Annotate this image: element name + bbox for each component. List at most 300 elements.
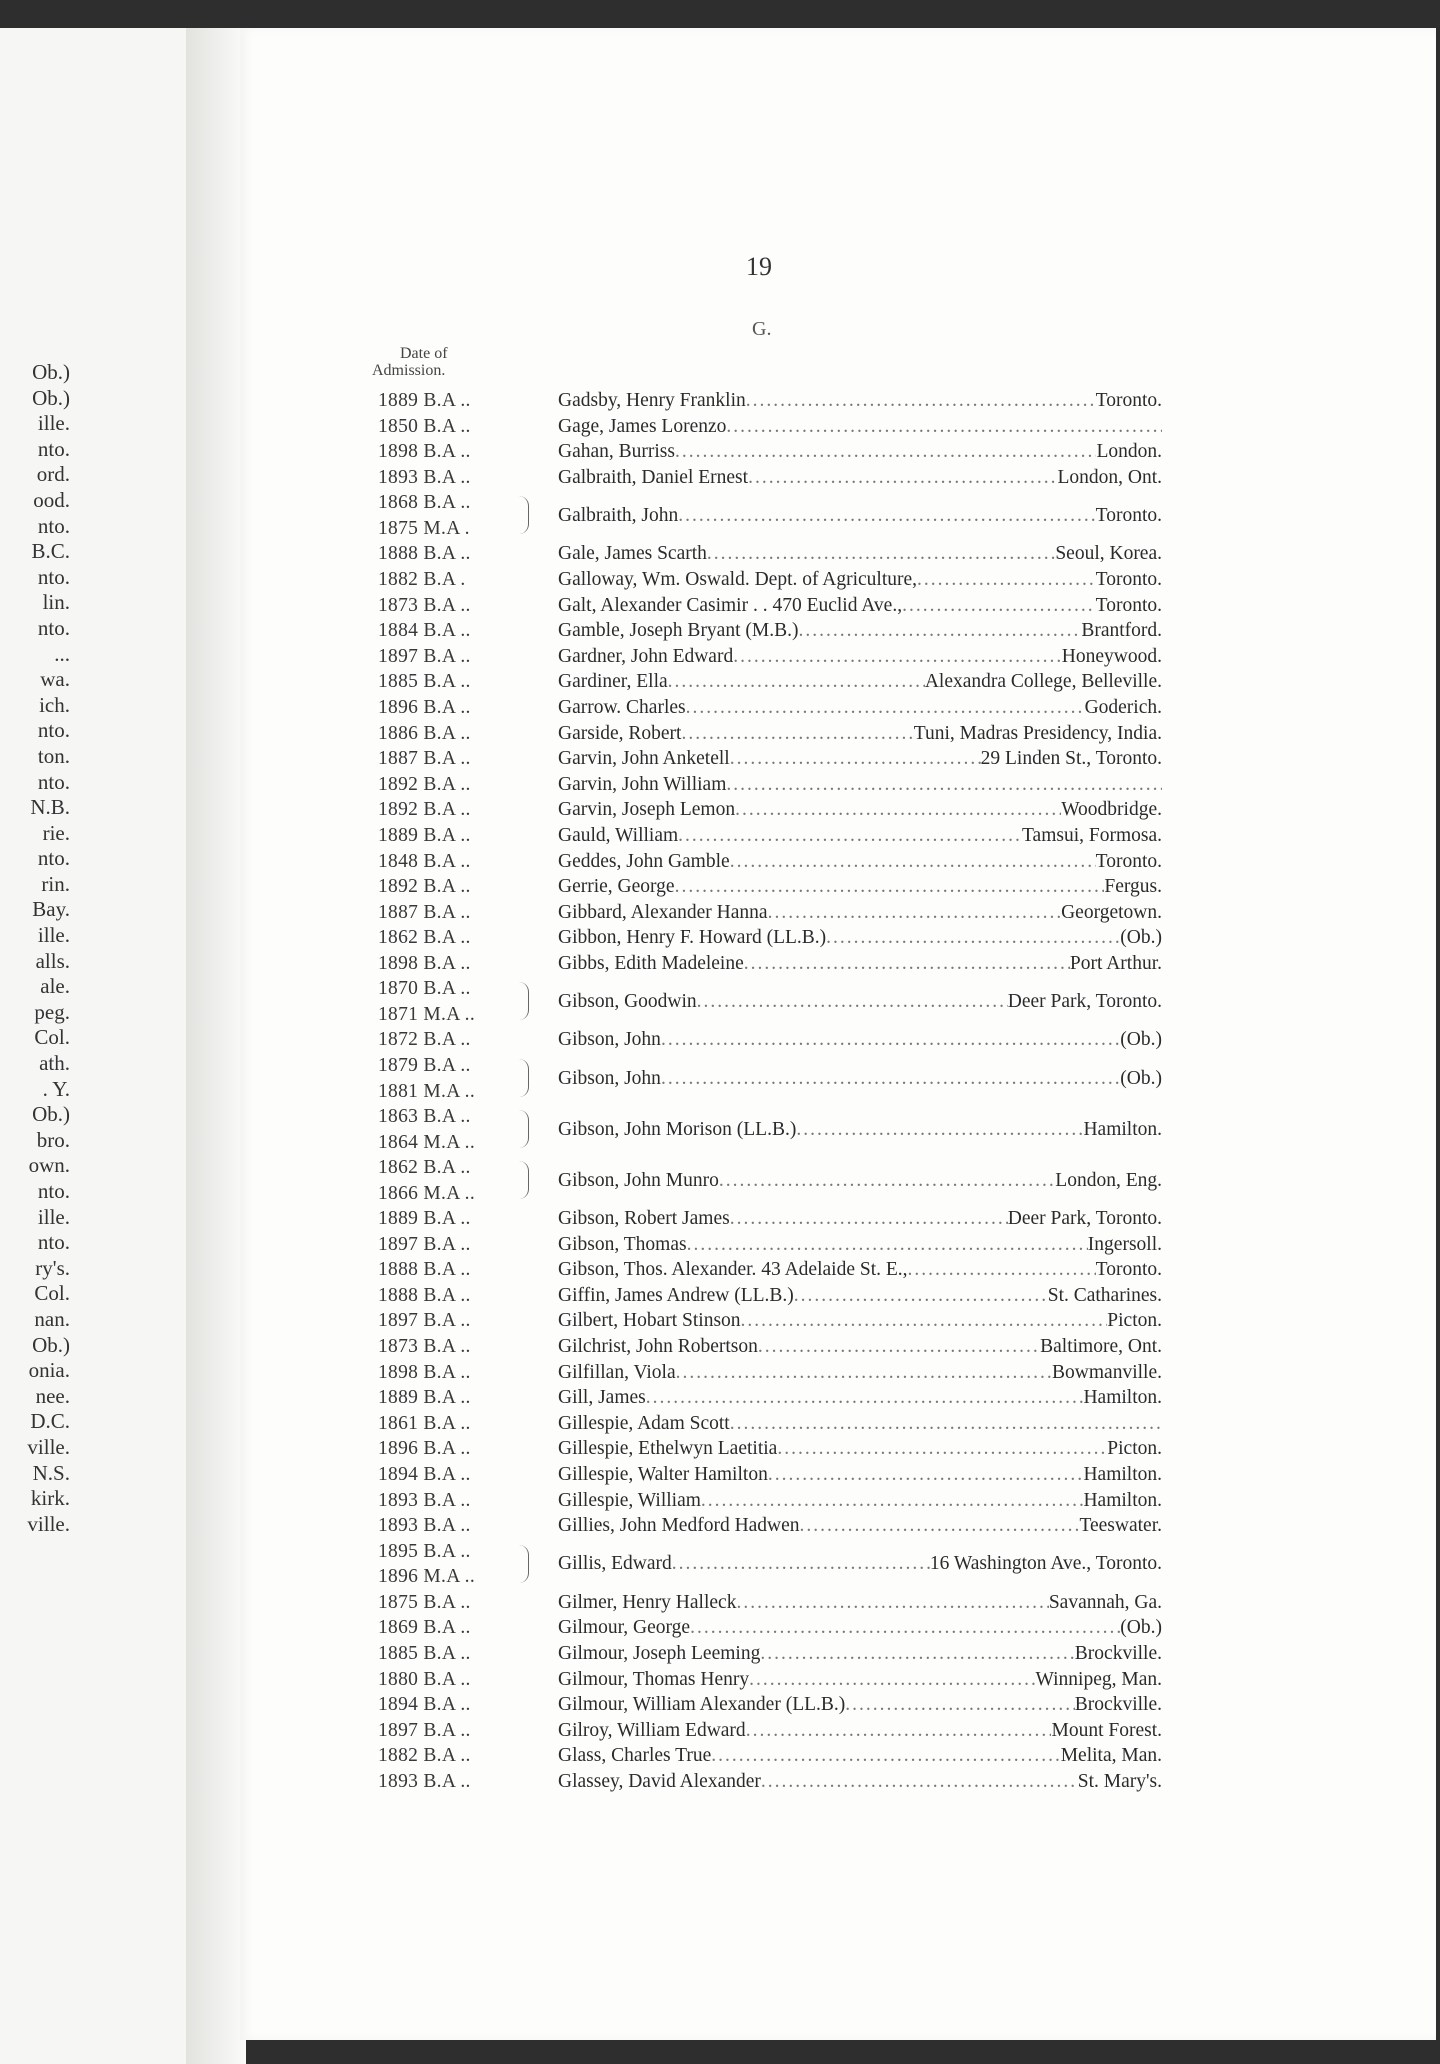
entry-text	[558, 618, 1162, 644]
entry-text	[558, 1590, 1162, 1616]
entry-text	[558, 900, 1162, 926]
left-page-fragment: Ob.)	[32, 385, 70, 410]
admission-date: 1875 M.A .	[378, 517, 470, 539]
leader-dots	[735, 797, 1061, 823]
list-item	[378, 1232, 1162, 1258]
person-name: Giffin, James Andrew (LL.B.)	[558, 1284, 794, 1306]
entry-text	[558, 503, 1162, 529]
left-page-fragment: N.B.	[30, 795, 70, 820]
residence: Hamilton.	[1083, 1118, 1162, 1140]
person-name: Gerrie, George	[558, 876, 675, 898]
admission-date: 1892 B.A ..	[378, 876, 471, 898]
person-name: Galbraith, Daniel Ernest	[558, 466, 749, 488]
left-page-fragment: onia.	[28, 1358, 70, 1383]
residence: Brockville.	[1074, 1694, 1162, 1716]
list-item	[378, 1436, 1162, 1462]
person-name: Gahan, Burriss	[558, 441, 675, 463]
admission-date: 1872 B.A ..	[378, 1029, 471, 1051]
residence: Honeywood.	[1061, 645, 1162, 667]
admission-date: 1897 B.A ..	[378, 1233, 471, 1255]
list-item	[378, 1257, 1162, 1283]
entry-text	[558, 593, 1162, 619]
left-page-fragment: nto.	[37, 1179, 70, 1203]
residence: Toronto.	[1095, 390, 1162, 411]
admission-date: 1898 B.A ..	[378, 441, 471, 463]
admission-dates	[378, 797, 538, 823]
person-name: Gardner, John Edward	[558, 645, 734, 667]
list-item	[378, 797, 1162, 823]
entry-text	[558, 746, 1162, 772]
entry-text	[558, 465, 1162, 491]
entry-text	[558, 1769, 1162, 1795]
list-item	[378, 490, 1162, 541]
admission-dates	[378, 1334, 538, 1360]
list-item	[378, 618, 1162, 644]
left-page-fragment: N.S.	[32, 1460, 70, 1485]
left-page-text-fragments	[0, 360, 70, 1537]
admission-dates	[378, 1206, 538, 1232]
admission-date: 1894 B.A ..	[378, 1694, 471, 1716]
residence: Picton.	[1107, 1438, 1162, 1460]
admission-dates	[378, 1385, 538, 1411]
left-page-fragment: own.	[28, 1153, 70, 1178]
admission-date: 1896 M.A ..	[378, 1566, 476, 1588]
brace	[518, 1059, 529, 1097]
leader-dots	[800, 1513, 1080, 1539]
admission-dates	[378, 925, 538, 951]
person-name: Gibson, Thomas	[558, 1233, 687, 1255]
person-name: Gibbs, Edith Madeleine	[558, 952, 744, 974]
leader-dots	[681, 721, 913, 747]
entry-text	[558, 644, 1162, 670]
admission-dates	[378, 1360, 538, 1386]
list-item	[378, 1360, 1162, 1386]
admission-date: 1870 B.A ..	[378, 978, 471, 1000]
leader-dots	[917, 567, 1096, 593]
person-name: Galloway, Wm. Oswald. Dept. of Agriculture,	[558, 568, 918, 590]
admission-date: 1898 B.A ..	[378, 952, 471, 974]
alumni-list	[378, 388, 1162, 1795]
admission-date: 1885 B.A ..	[378, 671, 471, 693]
left-page-fragment: B.C.	[31, 539, 70, 564]
residence: Bowmanville.	[1052, 1361, 1162, 1383]
leader-dots	[758, 1334, 1040, 1360]
admission-date: 1862 B.A ..	[378, 927, 471, 949]
list-item	[378, 695, 1162, 721]
list-item	[378, 900, 1162, 926]
leader-dots	[686, 695, 1085, 721]
list-item	[378, 1283, 1162, 1309]
person-name: Gadsby, Henry Franklin	[558, 390, 746, 411]
admission-dates	[378, 1257, 538, 1283]
leader-dots	[746, 1718, 1052, 1744]
column-header-line-2: Admission.	[372, 362, 446, 379]
leader-dots	[687, 1232, 1088, 1258]
admission-date: 1886 B.A ..	[378, 722, 471, 744]
person-name: Gillespie, Adam Scott	[558, 1412, 730, 1434]
left-page-fragment: ath.	[39, 1051, 70, 1076]
admission-date: 1896 B.A ..	[378, 1438, 471, 1460]
leader-dots	[676, 1360, 1052, 1386]
admission-dates	[378, 669, 538, 695]
admission-date: 1887 B.A ..	[378, 901, 471, 923]
admission-date: 1848 B.A ..	[378, 850, 471, 872]
entry-text	[558, 695, 1162, 721]
admission-dates	[378, 823, 538, 849]
admission-date: 1892 B.A ..	[378, 773, 471, 795]
residence: Mount Forest.	[1051, 1719, 1162, 1741]
entry-text	[558, 1232, 1162, 1258]
admission-dates	[378, 1488, 538, 1514]
left-page-fragment: nto.	[37, 769, 70, 794]
person-name: Geddes, John Gamble	[558, 850, 730, 872]
list-item	[378, 1769, 1162, 1795]
admission-date: 1882 B.A .	[378, 568, 466, 590]
leader-dots	[678, 503, 1095, 529]
entry-text	[558, 1168, 1162, 1194]
person-name: Gauld, William	[558, 824, 679, 846]
entry-text	[558, 414, 1162, 440]
list-item	[378, 1104, 1162, 1155]
leader-dots	[794, 1283, 1048, 1309]
left-page-fragment: Bay.	[32, 897, 70, 922]
entry-text	[558, 1385, 1162, 1411]
leader-dots	[726, 772, 1162, 798]
entry-text	[558, 1334, 1162, 1360]
left-page-fragment: ood.	[33, 487, 70, 512]
list-item	[378, 1513, 1162, 1539]
person-name: Gilmour, Joseph Leeming	[558, 1642, 761, 1664]
entry-text	[558, 1206, 1162, 1232]
person-name: Gillies, John Medford Hadwen	[558, 1515, 800, 1537]
brace	[518, 496, 529, 534]
brace	[518, 982, 529, 1020]
list-item	[378, 1743, 1162, 1769]
residence: Georgetown.	[1061, 901, 1162, 923]
left-page-fragment: ille.	[37, 923, 70, 948]
left-page-fragment: nto.	[37, 436, 70, 461]
left-page-fragment: ton.	[37, 743, 70, 768]
leader-dots	[730, 849, 1096, 875]
admission-date: 1889 B.A ..	[378, 1208, 471, 1230]
entry-text	[558, 772, 1162, 798]
left-page-fragment: D.C.	[30, 1409, 70, 1434]
admission-dates	[378, 567, 538, 593]
person-name: Gilroy, William Edward	[558, 1719, 746, 1741]
residence: Port Arthur.	[1069, 952, 1162, 974]
admission-date: 1897 B.A ..	[378, 645, 471, 667]
left-page-fragment: kirk.	[30, 1486, 70, 1511]
leader-dots	[711, 1743, 1060, 1769]
admission-dates	[378, 1692, 538, 1718]
left-page-fragment: ich.	[39, 692, 70, 717]
person-name: Gilmer, Henry Halleck	[558, 1591, 737, 1613]
residence: Toronto.	[1095, 1259, 1162, 1281]
entry-text	[558, 1462, 1162, 1488]
left-page-fragment: nto.	[37, 718, 70, 743]
entry-text	[558, 669, 1162, 695]
list-item	[378, 1615, 1162, 1641]
entry-text	[558, 1283, 1162, 1309]
admission-date: 1888 B.A ..	[378, 1284, 471, 1306]
brace	[518, 1110, 529, 1148]
leader-dots	[761, 1769, 1078, 1795]
admission-date: 1893 B.A ..	[378, 1770, 471, 1792]
residence: Teeswater.	[1079, 1515, 1162, 1537]
residence: (Ob.)	[1120, 1029, 1162, 1051]
list-item	[378, 1385, 1162, 1411]
list-item	[378, 1539, 1162, 1590]
list-item	[378, 976, 1162, 1027]
residence: Alexandra College, Belleville.	[924, 671, 1162, 693]
admission-date: 1897 B.A ..	[378, 1719, 471, 1741]
entry-text	[558, 388, 1162, 414]
admission-date: 1875 B.A ..	[378, 1591, 471, 1613]
person-name: Gibson, Robert James	[558, 1208, 730, 1230]
leader-dots	[697, 989, 1008, 1015]
column-header-line-1: Date of	[400, 345, 448, 362]
list-item	[378, 1027, 1162, 1053]
person-name: Gilmour, George	[558, 1617, 691, 1639]
admission-dates	[378, 388, 538, 414]
person-name: Gibson, Thos. Alexander. 43 Adelaide St. E.,	[558, 1259, 908, 1281]
admission-date: 1897 B.A ..	[378, 1310, 471, 1332]
left-page-fragment: rin.	[41, 871, 70, 896]
residence: Hamilton.	[1083, 1387, 1162, 1409]
residence: Fergus.	[1104, 876, 1162, 898]
person-name: Gilfillan, Viola	[558, 1361, 676, 1383]
leader-dots	[741, 1308, 1108, 1334]
residence: Woodbridge.	[1061, 799, 1162, 821]
admission-dates	[378, 465, 538, 491]
admission-date: 1893 B.A ..	[378, 1489, 471, 1511]
entry-text	[558, 951, 1162, 977]
brace	[518, 1161, 529, 1199]
leader-dots	[798, 618, 1081, 644]
list-item	[378, 1590, 1162, 1616]
list-item	[378, 1692, 1162, 1718]
admission-date: 1893 B.A ..	[378, 466, 471, 488]
left-page-fragment: nto.	[37, 564, 70, 589]
residence: (Ob.)	[1120, 1067, 1162, 1089]
person-name: Gillespie, Ethelwyn Laetitia	[558, 1438, 778, 1460]
leader-dots	[730, 746, 981, 772]
person-name: Gilchrist, John Robertson	[558, 1336, 758, 1358]
admission-date: 1861 B.A ..	[378, 1412, 471, 1434]
residence: Toronto.	[1095, 505, 1162, 527]
person-name: Gage, James Lorenzo	[558, 415, 727, 437]
left-page-fragment: ille.	[37, 1204, 70, 1229]
residence: (Ob.)	[1120, 927, 1162, 949]
residence: Baltimore, Ont.	[1040, 1336, 1162, 1358]
leader-dots	[908, 1257, 1096, 1283]
entry-text	[558, 1743, 1162, 1769]
residence: (Ob.)	[1120, 1617, 1162, 1639]
admission-dates	[378, 1411, 538, 1437]
admission-dates	[378, 439, 538, 465]
leader-dots	[777, 1436, 1107, 1462]
entry-text	[558, 1641, 1162, 1667]
leader-dots	[845, 1692, 1075, 1718]
list-item	[378, 1155, 1162, 1206]
admission-dates	[378, 1590, 538, 1616]
left-page-fragment: Ob.)	[32, 360, 70, 384]
left-page-fragment: Ob.)	[32, 1102, 70, 1127]
left-page-fragment: Col.	[34, 1281, 70, 1306]
entry-text	[558, 925, 1162, 951]
entry-text	[558, 567, 1162, 593]
leader-dots	[736, 1590, 1048, 1616]
admission-date: 1881 M.A ..	[378, 1080, 476, 1102]
entry-text	[558, 1615, 1162, 1641]
admission-dates	[378, 849, 538, 875]
admission-dates	[378, 1232, 538, 1258]
leader-dots	[646, 1385, 1084, 1411]
list-item	[378, 1308, 1162, 1334]
list-item	[378, 1206, 1162, 1232]
list-item	[378, 593, 1162, 619]
person-name: Garvin, Joseph Lemon	[558, 799, 736, 821]
leader-dots	[730, 1411, 1162, 1437]
residence: London, Eng.	[1055, 1169, 1162, 1191]
leader-dots	[730, 1206, 1008, 1232]
left-page-fragment: nto.	[37, 1230, 70, 1255]
person-name: Gillis, Edward	[558, 1553, 672, 1575]
leader-dots	[746, 388, 1096, 414]
left-page-fragment: ville.	[27, 1434, 70, 1459]
admission-date: 1893 B.A ..	[378, 1515, 471, 1537]
list-item	[378, 439, 1162, 465]
list-item	[378, 772, 1162, 798]
leader-dots	[661, 1066, 1120, 1092]
admission-dates	[378, 900, 538, 926]
admission-date: 1873 B.A ..	[378, 1336, 471, 1358]
list-item	[378, 721, 1162, 747]
entry-text	[558, 1513, 1162, 1539]
entry-text	[558, 1692, 1162, 1718]
admission-dates	[378, 1462, 538, 1488]
admission-date: 1895 B.A ..	[378, 1540, 471, 1562]
entry-text	[558, 1117, 1162, 1143]
left-page-fragment: peg.	[34, 999, 70, 1024]
admission-date: 1863 B.A ..	[378, 1106, 471, 1128]
person-name: Glass, Charles True	[558, 1745, 712, 1767]
person-name: Garrow. Charles	[558, 696, 686, 718]
entry-text	[558, 823, 1162, 849]
leader-dots	[744, 951, 1070, 977]
residence: Deer Park, Toronto.	[1007, 991, 1162, 1013]
list-item	[378, 1411, 1162, 1437]
list-item	[378, 388, 1162, 414]
admission-dates	[378, 721, 538, 747]
admission-date: 1882 B.A ..	[378, 1745, 471, 1767]
list-item	[378, 1718, 1162, 1744]
admission-date: 1873 B.A ..	[378, 594, 471, 616]
person-name: Garvin, John William	[558, 773, 727, 795]
list-item	[378, 849, 1162, 875]
admission-date: 1869 B.A ..	[378, 1617, 471, 1639]
person-name: Gibbon, Henry F. Howard (LL.B.)	[558, 927, 827, 949]
leader-dots	[733, 644, 1062, 670]
section-letter: G.	[752, 318, 772, 340]
admission-dates	[378, 618, 538, 644]
leader-dots	[760, 1641, 1074, 1667]
entry-text	[558, 1360, 1162, 1386]
admission-dates	[378, 1436, 538, 1462]
entry-text	[558, 1308, 1162, 1334]
list-item	[378, 669, 1162, 695]
leader-dots	[675, 439, 1096, 465]
admission-dates	[378, 644, 538, 670]
person-name: Gibbard, Alexander Hanna	[558, 901, 768, 923]
person-name: Gilmour, Thomas Henry	[558, 1668, 750, 1690]
admission-dates	[378, 746, 538, 772]
list-item	[378, 465, 1162, 491]
admission-date: 1892 B.A ..	[378, 799, 471, 821]
person-name: Gilmour, William Alexander (LL.B.)	[558, 1694, 846, 1716]
admission-date: 1888 B.A ..	[378, 1259, 471, 1281]
person-name: Garvin, John Anketell	[558, 748, 730, 770]
entry-text	[558, 1257, 1162, 1283]
left-page-fragment: ord.	[36, 462, 70, 487]
entry-text	[558, 721, 1162, 747]
leader-dots	[768, 900, 1062, 926]
leader-dots	[690, 1615, 1120, 1641]
person-name: Galt, Alexander Casimir . . 470 Euclid Ave.,	[558, 594, 903, 616]
admission-dates	[378, 1027, 538, 1053]
person-name: Gillespie, Walter Hamilton	[558, 1464, 768, 1485]
leader-dots	[668, 669, 925, 695]
residence: Ingersoll.	[1087, 1233, 1162, 1255]
residence: Seoul, Korea.	[1055, 543, 1162, 565]
residence: Brockville.	[1074, 1642, 1162, 1664]
leader-dots	[726, 414, 1162, 440]
entry-text	[558, 439, 1162, 465]
residence: Picton.	[1107, 1310, 1162, 1332]
list-item	[378, 951, 1162, 977]
left-page-fragment: ville.	[27, 1511, 70, 1536]
entry-text	[558, 849, 1162, 875]
list-item	[378, 874, 1162, 900]
left-page-fragment: Ob.)	[32, 1332, 70, 1357]
residence: Toronto.	[1095, 568, 1162, 590]
admission-dates	[378, 1104, 538, 1155]
leader-dots	[672, 1551, 930, 1577]
person-name: Gardiner, Ella	[558, 671, 668, 693]
entry-text	[558, 1436, 1162, 1462]
admission-dates	[378, 874, 538, 900]
residence: Toronto.	[1095, 850, 1162, 872]
admission-dates	[378, 414, 538, 440]
admission-date: 1889 B.A ..	[378, 824, 471, 846]
entry-text	[558, 989, 1162, 1015]
left-page-fragment: ale.	[40, 974, 70, 999]
residence: Tamsui, Formosa.	[1021, 824, 1162, 846]
admission-date: 1850 B.A ..	[378, 415, 471, 437]
entry-text	[558, 1488, 1162, 1514]
person-name: Gill, James	[558, 1387, 646, 1409]
admission-date: 1889 B.A ..	[378, 1387, 471, 1409]
left-page-fragment: nto.	[37, 846, 70, 871]
admission-date: 1862 B.A ..	[378, 1157, 471, 1179]
admission-date: 1898 B.A ..	[378, 1361, 471, 1383]
leader-dots	[675, 874, 1105, 900]
person-name: Gibson, Goodwin	[558, 991, 697, 1013]
list-item	[378, 746, 1162, 772]
admission-date: 1879 B.A ..	[378, 1055, 471, 1077]
left-page-fragment: nee.	[35, 1383, 70, 1408]
left-page-fragment: . Y.	[42, 1076, 70, 1101]
